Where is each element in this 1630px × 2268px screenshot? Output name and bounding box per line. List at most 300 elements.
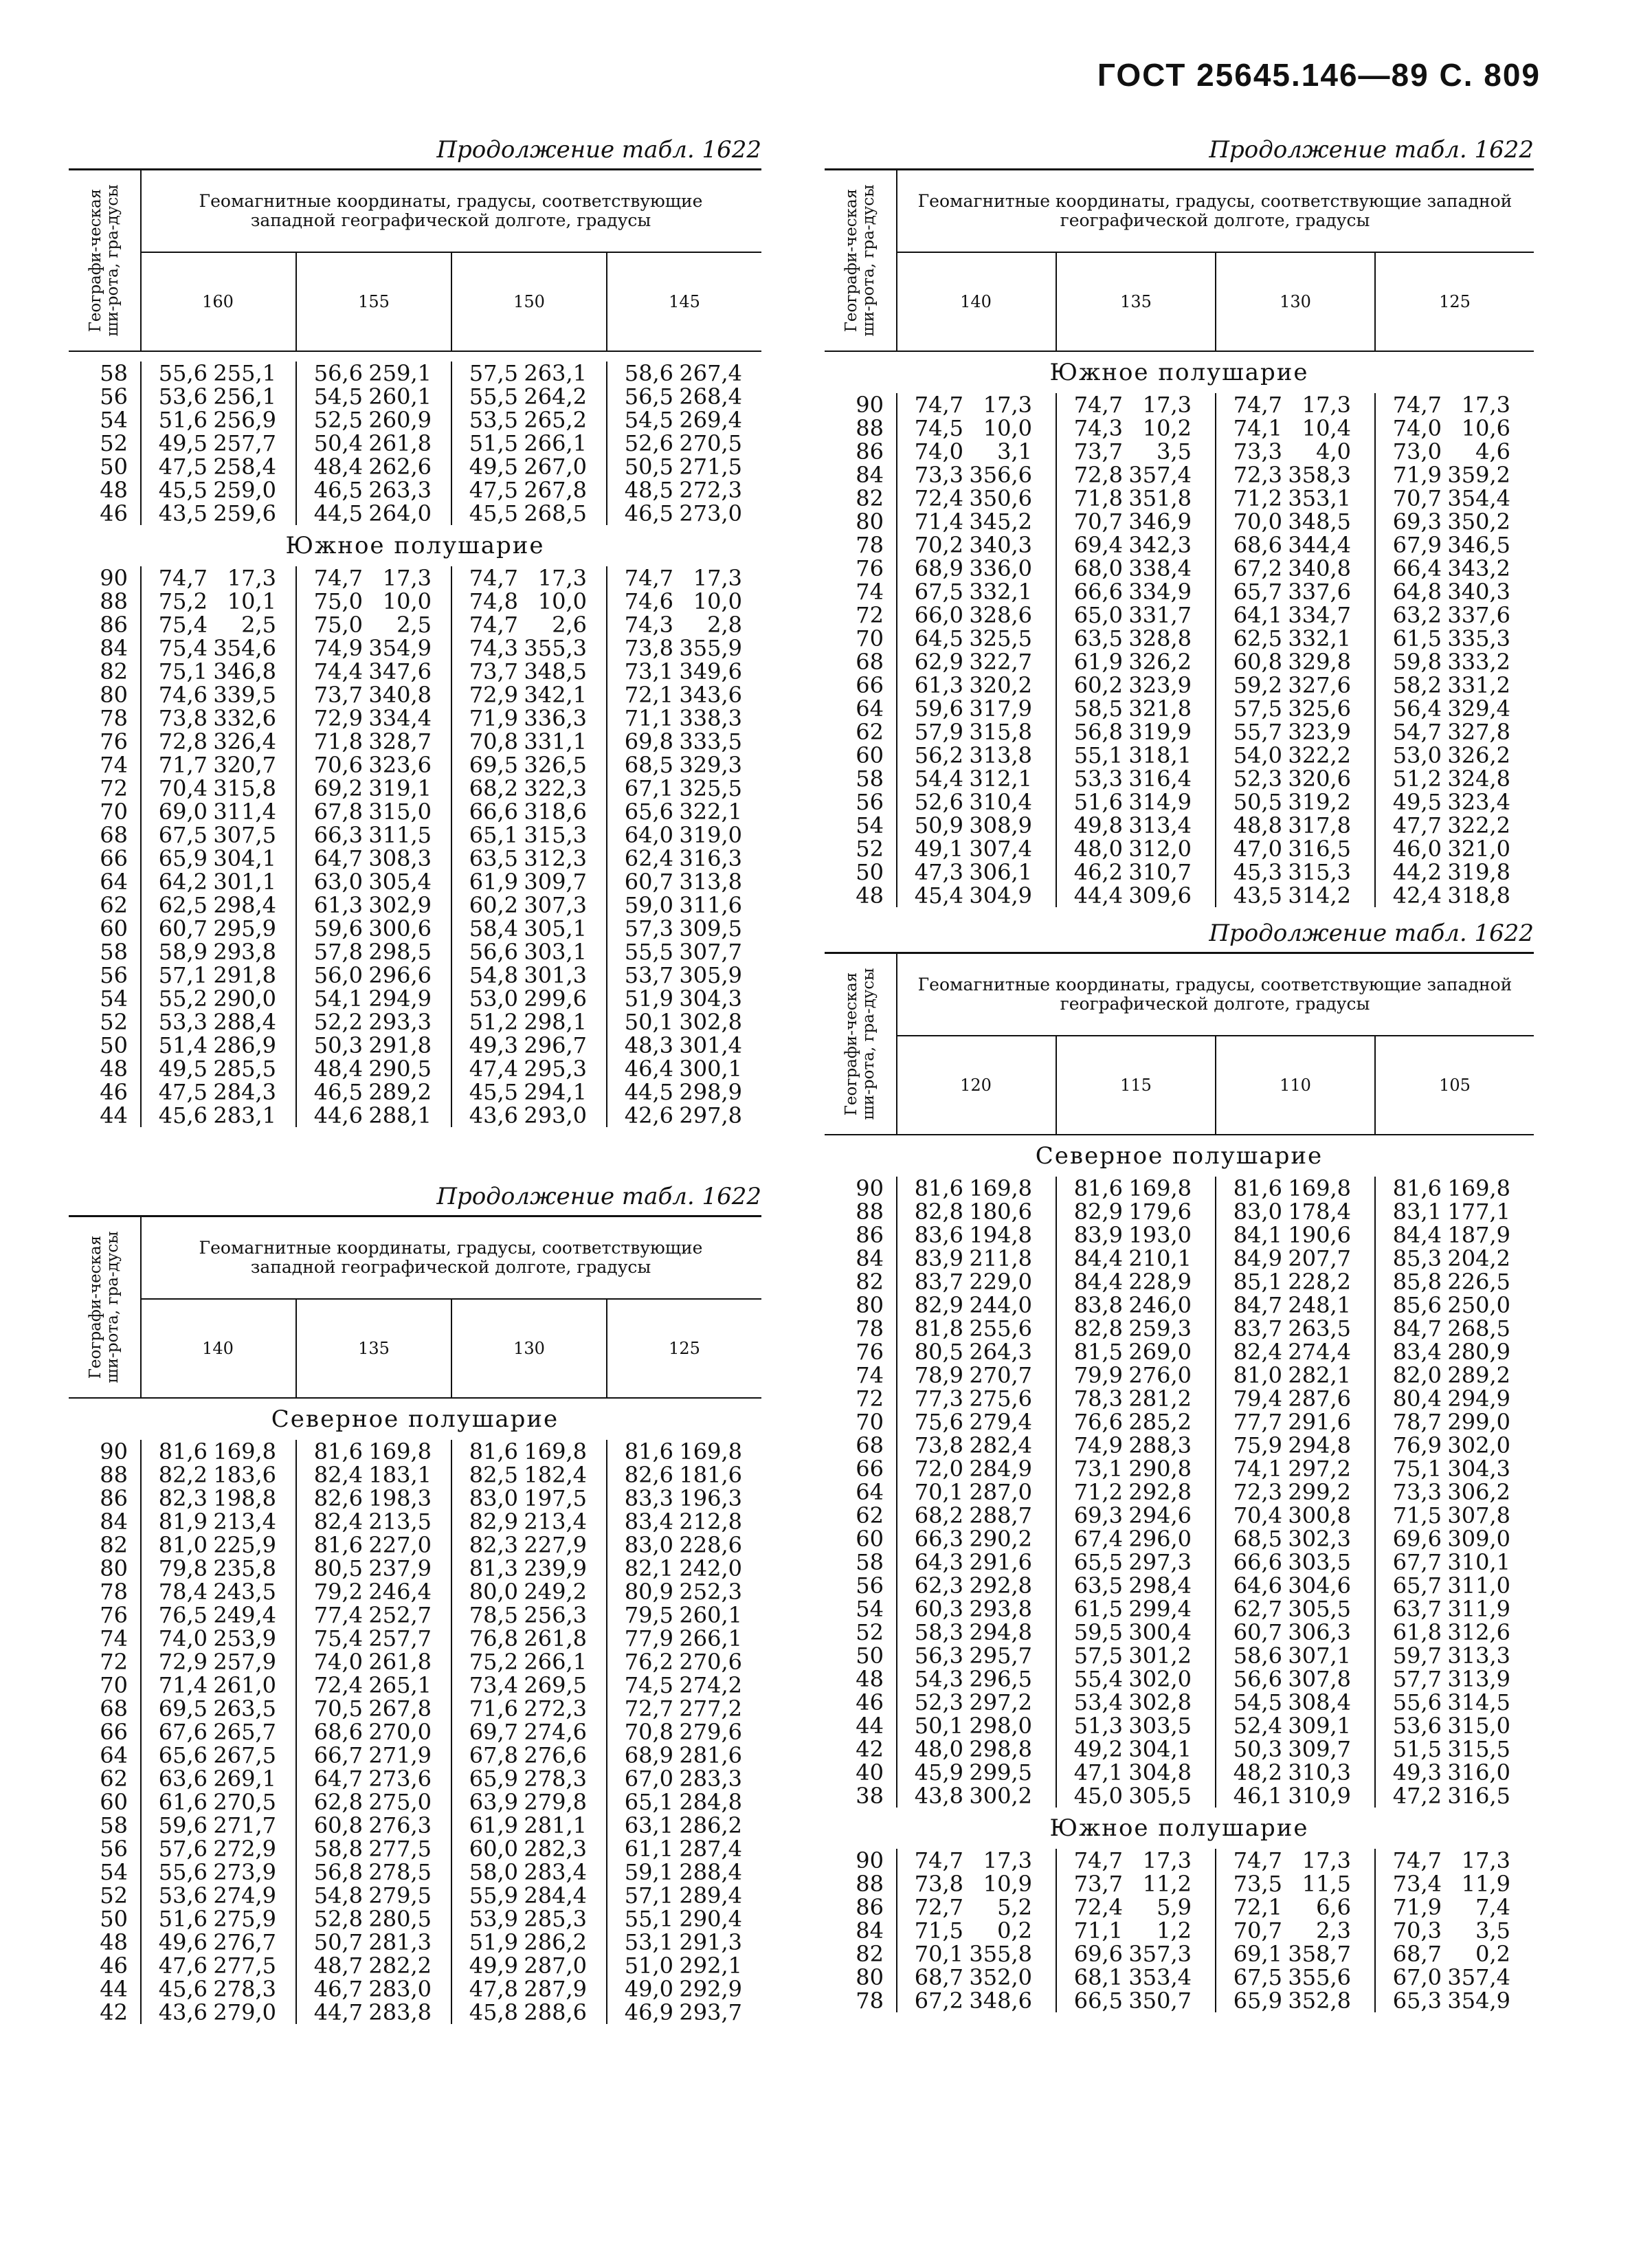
table-continuation: Продолжение табл. 1622	[1209, 136, 1534, 164]
geomagnetic-latitude-cell: 50,3	[1233, 1736, 1282, 1762]
table-row	[825, 1387, 1534, 1410]
table-row	[69, 1057, 761, 1080]
geomagnetic-latitude-cell: 50,1	[914, 1713, 963, 1739]
geomagnetic-latitude-cell: 84,7	[1392, 1315, 1442, 1342]
latitude-cell: 48	[100, 477, 128, 503]
geomagnetic-latitude-cell: 65,6	[158, 1742, 208, 1768]
latitude-cell: 46	[100, 1079, 128, 1105]
geomagnetic-longitude-cell: 340,8	[1288, 555, 1351, 581]
table-row	[825, 627, 1534, 650]
latitude-cell: 70	[856, 1409, 884, 1435]
geomagnetic-latitude-cell: 49,3	[469, 1032, 518, 1058]
geomagnetic-longitude-cell: 257,7	[368, 1625, 432, 1652]
geomagnetic-longitude-cell: 298,8	[969, 1736, 1032, 1762]
geomagnetic-longitude-cell: 311,9	[1447, 1596, 1510, 1622]
geomagnetic-latitude-cell: 59,5	[1073, 1619, 1123, 1645]
geomagnetic-latitude-cell: 74,7	[1233, 392, 1282, 418]
geomagnetic-latitude-cell: 52,2	[313, 1009, 363, 1035]
geomagnetic-longitude-cell: 324,8	[1447, 766, 1510, 792]
geomagnetic-latitude-cell: 64,0	[624, 822, 673, 848]
geomagnetic-latitude-cell: 63,5	[1073, 1572, 1123, 1599]
geomagnetic-latitude-cell: 72,1	[624, 682, 673, 708]
table-row	[69, 1860, 761, 1884]
geomagnetic-longitude-cell: 322,7	[969, 649, 1032, 675]
geomagnetic-longitude-cell: 2,5	[241, 612, 276, 638]
geomagnetic-latitude-cell: 50,5	[1233, 789, 1282, 815]
table-row	[69, 1884, 761, 1907]
table-row	[69, 1697, 761, 1720]
geomagnetic-longitude-cell: 183,1	[368, 1462, 432, 1488]
geomagnetic-longitude-cell: 331,7	[1128, 602, 1192, 628]
geomagnetic-longitude-cell: 228,2	[1288, 1269, 1351, 1295]
geomagnetic-latitude-cell: 84,4	[1073, 1269, 1123, 1295]
geomagnetic-longitude-cell: 275,6	[969, 1386, 1032, 1412]
table-row	[825, 533, 1534, 557]
geomagnetic-longitude-cell: 212,8	[679, 1509, 742, 1535]
geomagnetic-latitude-cell: 43,5	[158, 500, 208, 526]
geomagnetic-latitude-cell: 75,2	[469, 1649, 518, 1675]
geomagnetic-latitude-cell: 61,8	[1392, 1619, 1442, 1645]
geomagnetic-latitude-cell: 57,8	[313, 939, 363, 965]
geomagnetic-latitude-cell: 57,3	[624, 915, 673, 942]
geomagnetic-longitude-cell: 292,9	[679, 1976, 742, 2002]
geomagnetic-longitude-cell: 288,3	[1128, 1432, 1192, 1458]
latitude-cell: 66	[100, 845, 128, 871]
geomagnetic-latitude-cell: 78,3	[1073, 1386, 1123, 1412]
latitude-cell: 58	[856, 1549, 884, 1575]
geomagnetic-longitude-cell: 332,1	[969, 579, 1032, 605]
geomagnetic-longitude-cell: 284,4	[524, 1882, 587, 1909]
geomagnetic-longitude-cell: 263,3	[368, 477, 432, 503]
geomagnetic-longitude-cell: 235,8	[213, 1555, 276, 1581]
geomagnetic-latitude-cell: 52,3	[914, 1689, 963, 1715]
table-row	[825, 860, 1534, 884]
geomagnetic-longitude-cell: 271,9	[368, 1742, 432, 1768]
geomagnetic-latitude-cell: 51,6	[1073, 789, 1123, 815]
geomagnetic-longitude-cell: 169,8	[969, 1175, 1032, 1201]
geomagnetic-longitude-cell: 290,4	[679, 1906, 742, 1932]
geomagnetic-longitude-cell: 323,4	[1447, 789, 1510, 815]
geomagnetic-longitude-cell: 306,1	[969, 859, 1032, 885]
geomagnetic-longitude-cell: 311,4	[213, 799, 276, 825]
geomagnetic-latitude-cell: 45,6	[158, 1976, 208, 2002]
geomagnetic-latitude-cell: 74,7	[313, 565, 363, 591]
geomagnetic-longitude-cell: 268,5	[1447, 1315, 1510, 1342]
geomagnetic-latitude-cell: 71,1	[1073, 1917, 1123, 1944]
geomagnetic-latitude-cell: 73,7	[313, 682, 363, 708]
geomagnetic-latitude-cell: 63,1	[624, 1812, 673, 1838]
geomagnetic-latitude-cell: 43,6	[469, 1102, 518, 1129]
geomagnetic-longitude-cell: 312,1	[969, 766, 1032, 792]
geomagnetic-longitude-cell: 278,3	[524, 1766, 587, 1792]
latitude-cell: 64	[856, 696, 884, 722]
geomagnetic-latitude-cell: 67,7	[1392, 1549, 1442, 1575]
table-row	[69, 987, 761, 1010]
latitude-cell: 50	[100, 1032, 128, 1058]
geomagnetic-latitude-cell: 48,0	[1073, 836, 1123, 862]
geomagnetic-longitude-cell: 279,6	[679, 1719, 742, 1745]
geomagnetic-latitude-cell: 71,6	[469, 1696, 518, 1722]
geomagnetic-longitude-cell: 337,6	[1447, 602, 1510, 628]
table-row	[825, 1504, 1534, 1527]
table-row	[825, 1621, 1534, 1644]
table-row	[825, 1340, 1534, 1364]
table-row	[69, 455, 761, 478]
geomagnetic-longitude-cell: 323,9	[1128, 672, 1192, 698]
geomagnetic-longitude-cell: 326,2	[1128, 649, 1192, 675]
geomagnetic-latitude-cell: 48,4	[313, 454, 363, 480]
geomagnetic-latitude-cell: 53,5	[469, 407, 518, 433]
geomagnetic-longitude-cell: 169,8	[213, 1438, 276, 1465]
geomagnetic-longitude-cell: 274,4	[1288, 1339, 1351, 1365]
geomagnetic-longitude-cell: 10,1	[227, 588, 276, 614]
geomagnetic-longitude-cell: 180,6	[969, 1199, 1032, 1225]
geomagnetic-longitude-cell: 264,0	[368, 500, 432, 526]
geomagnetic-longitude-cell: 296,7	[524, 1032, 587, 1058]
geomagnetic-longitude-cell: 311,0	[1447, 1572, 1510, 1599]
geomagnetic-longitude-cell: 304,8	[1128, 1759, 1192, 1786]
table-row	[69, 823, 761, 847]
geomagnetic-longitude-cell: 313,3	[1447, 1643, 1510, 1669]
latitude-cell: 88	[100, 1462, 128, 1488]
geomagnetic-longitude-cell: 316,5	[1447, 1783, 1510, 1809]
latitude-cell: 74	[856, 579, 884, 605]
geomagnetic-latitude-cell: 67,0	[1392, 1964, 1442, 1990]
geomagnetic-latitude-cell: 83,0	[624, 1532, 673, 1558]
latitude-cell: 82	[856, 1941, 884, 1967]
geomagnetic-latitude-cell: 71,4	[158, 1672, 208, 1698]
latitude-header-text: Географи-ческая ши-рота, гра-дусы	[87, 1231, 122, 1383]
geomagnetic-latitude-cell: 68,2	[914, 1502, 963, 1528]
geomagnetic-longitude-cell: 213,5	[368, 1509, 432, 1535]
latitude-cell: 68	[856, 649, 884, 675]
geomagnetic-latitude-cell: 85,3	[1392, 1245, 1442, 1271]
latitude-cell: 84	[856, 1245, 884, 1271]
latitude-cell: 50	[856, 859, 884, 885]
geomagnetic-longitude-cell: 17,3	[1302, 1847, 1351, 1874]
geomagnetic-longitude-cell: 346,9	[1128, 509, 1192, 535]
geomagnetic-latitude-cell: 85,1	[1233, 1269, 1282, 1295]
geomagnetic-latitude-cell: 73,3	[1233, 438, 1282, 465]
geomagnetic-latitude-cell: 76,5	[158, 1602, 208, 1628]
geomagnetic-latitude-cell: 81,8	[914, 1315, 963, 1342]
latitude-cell: 82	[856, 1269, 884, 1295]
geomagnetic-latitude-cell: 79,5	[624, 1602, 673, 1628]
geomagnetic-longitude-cell: 17,3	[983, 1847, 1032, 1874]
geomagnetic-latitude-cell: 71,5	[1392, 1502, 1442, 1528]
column-rule	[1215, 1177, 1216, 1808]
table-row	[69, 408, 761, 432]
geomagnetic-latitude-cell: 84,4	[1392, 1222, 1442, 1248]
geomagnetic-longitude-cell: 213,4	[524, 1509, 587, 1535]
geomagnetic-latitude-cell: 47,2	[1392, 1783, 1442, 1809]
geomagnetic-longitude-cell: 300,1	[679, 1056, 742, 1082]
geomagnetic-latitude-cell: 60,3	[914, 1596, 963, 1622]
geomagnetic-latitude-cell: 74,3	[624, 612, 673, 638]
geomagnetic-longitude-cell: 299,0	[1447, 1409, 1510, 1435]
geomagnetic-latitude-cell: 54,4	[914, 766, 963, 792]
geomagnetic-latitude-cell: 83,4	[1392, 1339, 1442, 1365]
geomagnetic-longitude-cell: 289,2	[1447, 1362, 1510, 1388]
geomagnetic-latitude-cell: 61,9	[469, 1812, 518, 1838]
geomagnetic-longitude-cell: 267,5	[213, 1742, 276, 1768]
geomagnetic-latitude-cell: 72,7	[624, 1696, 673, 1722]
geomagnetic-longitude-cell: 298,0	[969, 1713, 1032, 1739]
geomagnetic-latitude-cell: 56,4	[1392, 696, 1442, 722]
geomagnetic-latitude-cell: 75,1	[158, 658, 208, 685]
geomagnetic-longitude-cell: 264,3	[969, 1339, 1032, 1365]
geomagnetic-longitude-cell: 343,6	[679, 682, 742, 708]
geomagnetic-latitude-cell: 55,2	[158, 986, 208, 1012]
geomagnetic-longitude-cell: 274,6	[524, 1719, 587, 1745]
geomagnetic-latitude-cell: 60,7	[1233, 1619, 1282, 1645]
geomagnetic-longitude-cell: 318,8	[1447, 882, 1510, 909]
table-row	[825, 1714, 1534, 1737]
geomagnetic-latitude-cell: 42,6	[624, 1102, 673, 1129]
geomagnetic-latitude-cell: 74,7	[469, 565, 518, 591]
geomagnetic-latitude-cell: 73,3	[1392, 1479, 1442, 1505]
geomagnetic-longitude-cell: 290,5	[368, 1056, 432, 1082]
geomagnetic-longitude-cell: 169,8	[1288, 1175, 1351, 1201]
geomagnetic-longitude-cell: 285,2	[1128, 1409, 1192, 1435]
geomagnetic-latitude-cell: 57,7	[1392, 1666, 1442, 1692]
latitude-cell: 44	[100, 1102, 128, 1129]
geomagnetic-latitude-cell: 51,9	[624, 986, 673, 1012]
geomagnetic-longitude-cell: 305,1	[524, 915, 587, 942]
geomagnetic-longitude-cell: 177,1	[1447, 1199, 1510, 1225]
geomagnetic-longitude-cell: 307,8	[1447, 1502, 1510, 1528]
geomagnetic-latitude-cell: 46,0	[1392, 836, 1442, 862]
geomagnetic-longitude-cell: 321,8	[1128, 696, 1192, 722]
latitude-cell: 82	[100, 1532, 128, 1558]
geomagnetic-longitude-cell: 263,5	[213, 1696, 276, 1722]
geomagnetic-longitude-cell: 0,2	[997, 1917, 1032, 1944]
geomagnetic-longitude-cell: 302,9	[368, 892, 432, 918]
geomagnetic-longitude-cell: 307,5	[213, 822, 276, 848]
geomagnetic-longitude-cell: 17,3	[1461, 392, 1510, 418]
table-body	[825, 1177, 1534, 1808]
geomagnetic-longitude-cell: 352,8	[1288, 1988, 1351, 2014]
table-row	[825, 1270, 1534, 1293]
geomagnetic-longitude-cell: 358,3	[1288, 462, 1351, 488]
geomagnetic-latitude-cell: 81,6	[1073, 1175, 1123, 1201]
geomagnetic-latitude-cell: 61,1	[624, 1836, 673, 1862]
geomagnetic-longitude-cell: 244,0	[969, 1292, 1032, 1318]
geomagnetic-longitude-cell: 279,0	[213, 1999, 276, 2025]
longitude-header: 120	[960, 1076, 992, 1095]
geomagnetic-longitude-cell: 355,8	[969, 1941, 1032, 1967]
geomagnetic-longitude-cell: 301,3	[524, 962, 587, 988]
column-rule	[451, 362, 452, 525]
geomagnetic-longitude-cell: 291,3	[679, 1929, 742, 1955]
column-rule	[896, 393, 897, 907]
geomagnetic-latitude-cell: 64,5	[914, 625, 963, 652]
geomagnetic-longitude-cell: 316,4	[1128, 766, 1192, 792]
latitude-cell: 78	[856, 1315, 884, 1342]
geomagnetic-latitude-cell: 60,8	[1233, 649, 1282, 675]
geomagnetic-latitude-cell: 69,2	[313, 775, 363, 801]
table-block	[825, 918, 1534, 2012]
geomagnetic-latitude-cell: 74,7	[624, 565, 673, 591]
geomagnetic-longitude-cell: 309,1	[1288, 1713, 1351, 1739]
geomagnetic-longitude-cell: 275,9	[213, 1906, 276, 1932]
geomagnetic-longitude-cell: 293,8	[969, 1596, 1032, 1622]
longitude-header: 105	[1374, 1036, 1534, 1134]
geomagnetic-latitude-cell: 55,5	[624, 939, 673, 965]
geomagnetic-longitude-cell: 345,2	[969, 509, 1032, 535]
latitude-cell: 84	[100, 635, 128, 661]
geomagnetic-longitude-cell: 310,1	[1447, 1549, 1510, 1575]
geomagnetic-latitude-cell: 73,8	[914, 1871, 963, 1897]
geomagnetic-latitude-cell: 74,3	[469, 635, 518, 661]
geomagnetic-longitude-cell: 266,1	[679, 1625, 742, 1652]
geomagnetic-latitude-cell: 49,5	[1392, 789, 1442, 815]
geomagnetic-longitude-cell: 329,8	[1288, 649, 1351, 675]
latitude-cell: 84	[856, 1917, 884, 1944]
geomagnetic-longitude-cell: 331,1	[524, 729, 587, 755]
geomagnetic-latitude-cell: 83,0	[1233, 1199, 1282, 1225]
geomagnetic-longitude-cell: 336,3	[524, 705, 587, 731]
geomagnetic-longitude-cell: 337,6	[1288, 579, 1351, 605]
geomagnetic-latitude-cell: 75,0	[313, 588, 363, 614]
geomagnetic-latitude-cell: 52,6	[914, 789, 963, 815]
geomagnetic-latitude-cell: 74,0	[158, 1625, 208, 1652]
geomagnetic-latitude-cell: 62,8	[313, 1789, 363, 1815]
geomagnetic-latitude-cell: 80,5	[313, 1555, 363, 1581]
table-row	[69, 1650, 761, 1674]
geomagnetic-latitude-cell: 56,6	[1233, 1666, 1282, 1692]
hemisphere-label: Северное полушарие	[1035, 1142, 1324, 1170]
table-row	[825, 580, 1534, 603]
geomagnetic-longitude-cell: 294,1	[524, 1079, 587, 1105]
geomagnetic-longitude-cell: 283,1	[213, 1102, 276, 1129]
table-continuation: Продолжение табл. 1622	[1209, 920, 1534, 947]
latitude-cell: 72	[100, 1649, 128, 1675]
geomagnetic-latitude-cell: 74,1	[1233, 415, 1282, 441]
geomagnetic-latitude-cell: 46,4	[624, 1056, 673, 1082]
table-row	[825, 1919, 1534, 1942]
geomagnetic-longitude-cell: 197,5	[524, 1485, 587, 1511]
geomagnetic-latitude-cell: 69,5	[469, 752, 518, 778]
geomagnetic-longitude-cell: 344,4	[1288, 532, 1351, 558]
geomagnetic-latitude-cell: 58,8	[313, 1836, 363, 1862]
table-row	[69, 613, 761, 636]
table-row	[825, 603, 1534, 627]
geomagnetic-latitude-cell: 53,3	[1073, 766, 1123, 792]
geomagnetic-latitude-cell: 64,1	[1233, 602, 1282, 628]
geomagnetic-latitude-cell: 79,2	[313, 1579, 363, 1605]
geomagnetic-latitude-cell: 70,7	[1233, 1917, 1282, 1944]
table-row	[69, 2001, 761, 2024]
geomagnetic-longitude-cell: 328,6	[969, 602, 1032, 628]
geomagnetic-latitude-cell: 60,8	[313, 1812, 363, 1838]
geomagnetic-longitude-cell: 297,8	[679, 1102, 742, 1129]
geomagnetic-latitude-cell: 53,6	[158, 383, 208, 410]
latitude-cell: 42	[856, 1736, 884, 1762]
geomagnetic-latitude-cell: 73,7	[1073, 1871, 1123, 1897]
geomagnetic-latitude-cell: 76,8	[469, 1625, 518, 1652]
table-caption: Геомагнитные координаты, градусы, соответствующие западной географической долготе, градусы	[896, 954, 1534, 1036]
geomagnetic-longitude-cell: 187,9	[1447, 1222, 1510, 1248]
geomagnetic-latitude-cell: 74,5	[914, 415, 963, 441]
latitude-cell: 58	[100, 1812, 128, 1838]
geomagnetic-latitude-cell: 68,5	[1233, 1526, 1282, 1552]
geomagnetic-latitude-cell: 59,0	[624, 892, 673, 918]
geomagnetic-longitude-cell: 169,8	[524, 1438, 587, 1465]
geomagnetic-latitude-cell: 64,2	[158, 869, 208, 895]
geomagnetic-latitude-cell: 69,7	[469, 1719, 518, 1745]
geomagnetic-latitude-cell: 82,9	[469, 1509, 518, 1535]
geomagnetic-latitude-cell: 81,3	[469, 1555, 518, 1581]
geomagnetic-longitude-cell: 293,7	[679, 1999, 742, 2025]
column-rule	[140, 362, 142, 525]
latitude-cell: 88	[856, 415, 884, 441]
geomagnetic-longitude-cell: 315,0	[1447, 1713, 1510, 1739]
geomagnetic-latitude-cell: 71,8	[1073, 485, 1123, 511]
geomagnetic-longitude-cell: 256,9	[213, 407, 276, 433]
geomagnetic-longitude-cell: 317,8	[1288, 812, 1351, 838]
geomagnetic-latitude-cell: 80,4	[1392, 1386, 1442, 1412]
geomagnetic-latitude-cell: 74,0	[1392, 415, 1442, 441]
geomagnetic-latitude-cell: 50,7	[313, 1929, 363, 1955]
table-row	[825, 1966, 1534, 1989]
geomagnetic-latitude-cell: 54,8	[313, 1882, 363, 1909]
geomagnetic-longitude-cell: 323,6	[368, 752, 432, 778]
geomagnetic-latitude-cell: 45,4	[914, 882, 963, 909]
geomagnetic-longitude-cell: 269,5	[524, 1672, 587, 1698]
geomagnetic-latitude-cell: 66,5	[1073, 1988, 1123, 2014]
geomagnetic-longitude-cell: 265,2	[524, 407, 587, 433]
table-row	[69, 730, 761, 753]
geomagnetic-latitude-cell: 64,8	[1392, 579, 1442, 605]
table-caption: Геомагнитные координаты, градусы, соответствующие западной географической долготе, градусы	[140, 170, 761, 253]
geomagnetic-longitude-cell: 356,6	[969, 462, 1032, 488]
geomagnetic-latitude-cell: 57,1	[624, 1882, 673, 1909]
geomagnetic-longitude-cell: 239,9	[524, 1555, 587, 1581]
geomagnetic-longitude-cell: 294,9	[368, 986, 432, 1012]
geomagnetic-latitude-cell: 63,7	[1392, 1596, 1442, 1622]
latitude-cell: 78	[856, 1988, 884, 2014]
geomagnetic-longitude-cell: 273,6	[368, 1766, 432, 1792]
geomagnetic-longitude-cell: 10,2	[1142, 415, 1192, 441]
geomagnetic-longitude-cell: 305,5	[1128, 1783, 1192, 1809]
geomagnetic-latitude-cell: 67,9	[1392, 532, 1442, 558]
geomagnetic-latitude-cell: 55,1	[624, 1906, 673, 1932]
geomagnetic-latitude-cell: 69,4	[1073, 532, 1123, 558]
geomagnetic-latitude-cell: 45,3	[1233, 859, 1282, 885]
geomagnetic-latitude-cell: 47,6	[158, 1953, 208, 1979]
geomagnetic-longitude-cell: 290,2	[969, 1526, 1032, 1552]
hemisphere-label: Южное полушарие	[285, 532, 545, 559]
table-row	[825, 837, 1534, 860]
geomagnetic-latitude-cell: 45,5	[469, 500, 518, 526]
latitude-cell: 84	[856, 462, 884, 488]
latitude-cell: 46	[100, 1953, 128, 1979]
geomagnetic-latitude-cell: 73,5	[1233, 1871, 1282, 1897]
geomagnetic-longitude-cell: 289,4	[679, 1882, 742, 1909]
geomagnetic-longitude-cell: 10,0	[382, 588, 432, 614]
geomagnetic-latitude-cell: 74,6	[624, 588, 673, 614]
geomagnetic-longitude-cell: 354,9	[368, 635, 432, 661]
latitude-cell: 86	[100, 612, 128, 638]
latitude-cell: 74	[100, 752, 128, 778]
latitude-cell: 90	[856, 1847, 884, 1874]
geomagnetic-longitude-cell: 319,8	[1447, 859, 1510, 885]
geomagnetic-latitude-cell: 51,4	[158, 1032, 208, 1058]
table-row	[69, 590, 761, 613]
geomagnetic-latitude-cell: 55,7	[1233, 719, 1282, 745]
geomagnetic-longitude-cell: 193,0	[1128, 1222, 1192, 1248]
